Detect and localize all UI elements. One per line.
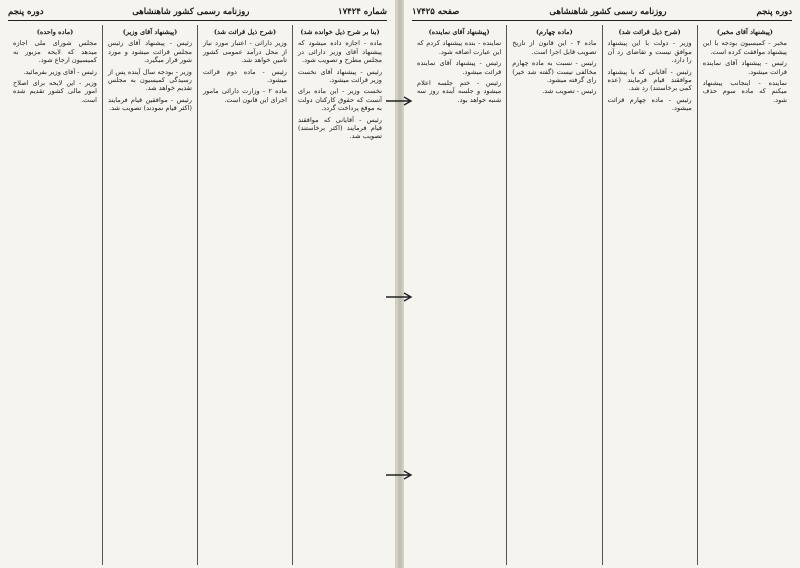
column-heading: (شرح ذیل قرائت شد) [213,28,277,36]
paragraph: نماینده - بنده پیشنهاد کردم که این عبارت اضافه شود. [417,39,502,56]
right-column-1 [698,25,792,565]
page-gutter [396,0,404,568]
paragraph: رئیس - آقای وزیر بفرمائید. [23,67,97,76]
paragraph: ماده ۲ - وزارت دارائی مامور اجرای این قانون است. [203,87,288,104]
paragraph: وزیر - دولت با این پیشنهاد موافق نیست و تقاضای رد آن را دارد. [607,39,692,65]
right-column-3 [507,25,602,565]
column-heading: (پیشنهاد آقای مخبر) [716,28,773,36]
paragraph: رئیس - موافقین قیام فرمایند (اکثر قیام نمودند) تصویب شد. [108,95,192,113]
paragraph: نماینده - اینجانب پیشنهاد میکنم که ماده سوم حذف شود. [702,79,787,104]
column-heading: (شرح ذیل قرائت شد) [618,28,681,36]
left-column-2 [198,25,293,565]
paragraph: رئیس - آقایانی که موافقند قیام فرمایند (اکثر برخاستند) تصویب شد. [298,115,382,141]
left-page [0,0,396,568]
right-header-center: روزنامه رسمی کشور شاهنشاهی [549,7,667,17]
paragraph: رئیس - نسبت به ماده چهارم مخالفی نیست (گفته شد خیر) رای گرفته میشود. [512,59,597,85]
right-page-header [412,6,792,21]
paragraph: ماده ۴ - این قانون از تاریخ تصویب قابل اجرا است. [512,39,597,56]
paragraph: مجلس شورای ملی اجازه میدهد که لایحه مزبور به کمیسیون ارجاع شود. [13,39,97,65]
paragraph: رئیس - تصویب شد. [542,87,597,96]
paragraph: مخبر - کمیسیون بودجه با این پیشنهاد موافقت کرده است. [702,39,787,56]
right-columns [412,25,792,565]
paragraph: رئیس - پیشنهاد آقای نخست وزیر قرائت میشود. [298,67,382,85]
left-header-left: دوره پنجم [8,7,44,17]
column-heading: (ماده چهارم) [535,28,573,36]
column-heading: (پیشنهاد آقای نماینده) [428,28,490,36]
left-header-center: روزنامه رسمی کشور شاهنشاهی [132,7,250,17]
left-page-header [8,6,387,21]
left-column-1 [293,25,387,565]
paragraph: رئیس - ختم جلسه اعلام میشود و جلسه آینده روز سه شنبه خواهد بود. [417,79,502,104]
left-columns [8,25,387,565]
column-heading: (بنا بر شرح ذیل خوانده شد) [300,28,380,36]
right-header-right: دوره پنجم [756,7,792,17]
paragraph: وزیر - این لایحه برای اصلاح امور مالی کشور تقدیم شده است. [13,79,97,104]
margin-arrow-icon [384,292,416,302]
paragraph: نخست وزیر - این ماده برای آنست که حقوق کارکنان دولت به موقع پرداخت گردد. [298,87,382,113]
left-header-right: شماره ۱۷۴۲۴ [338,7,387,17]
paragraph: رئیس - ماده دوم قرائت میشود. [203,67,287,85]
right-page [404,0,800,568]
column-heading: (پیشنهاد آقای وزیر) [122,28,178,36]
paragraph: ماده - اجازه داده میشود که پیشنهاد آقای وزیر دارائی در مجلس مطرح و تصویب شود. [298,39,382,65]
paragraph: وزیر دارائی - اعتبار مورد نیاز از محل درآمد عمومی کشور تامین خواهد شد. [203,39,287,65]
margin-arrow-icon [384,96,416,106]
paragraph: رئیس - ماده چهارم قرائت میشود. [607,95,692,113]
paragraph: وزیر - بودجه سال آینده پس از رسیدگی کمیسیون به مجلس تقدیم خواهد شد. [108,67,192,93]
paragraph: رئیس - پیشنهاد آقای نماینده قرائت میشود. [417,59,502,76]
right-header-left: صفحه ۱۷۴۲۵ [412,7,460,17]
left-column-3 [103,25,198,565]
right-column-4 [412,25,507,565]
paragraph: رئیس - پیشنهاد آقای نماینده قرائت میشود. [702,59,787,76]
right-column-2 [603,25,698,565]
left-column-4 [8,25,103,565]
margin-arrow-icon [384,470,416,480]
paragraph: رئیس - پیشنهاد آقای رئیس مجلس قرائت میشود و مورد شور قرار میگیرد. [108,39,192,65]
column-heading: (ماده واحده) [36,28,74,36]
paragraph: رئیس - آقایانی که با پیشنهاد موافقند قیام فرمایند (عده کمی برخاستند) رد شد. [607,67,692,93]
